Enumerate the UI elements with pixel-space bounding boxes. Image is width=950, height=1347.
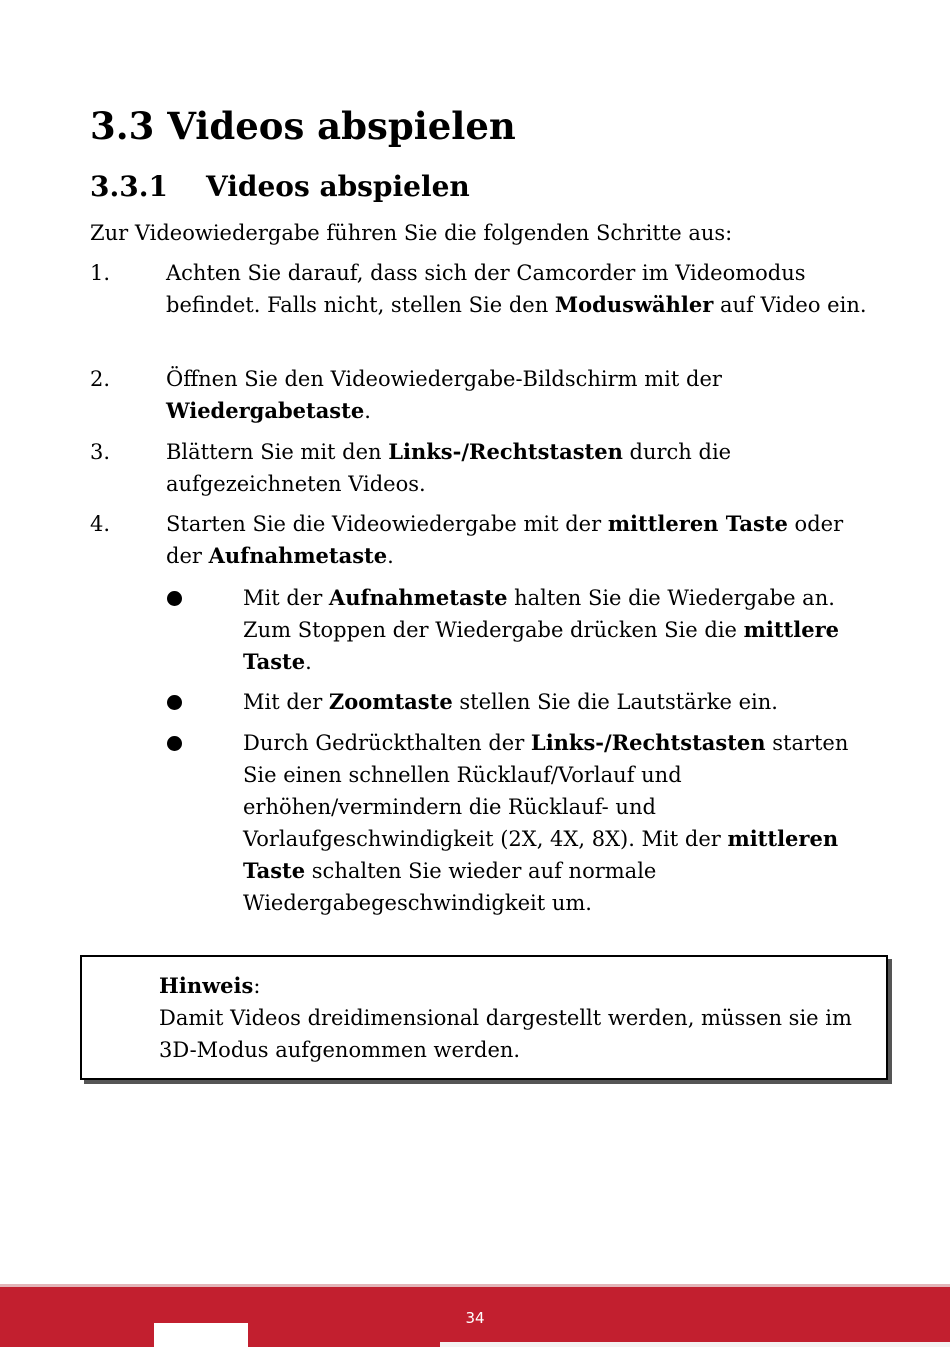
bullet-text: Mit der Zoomtaste stellen Sie die Lautstärke ein. bbox=[243, 689, 778, 714]
key-term: mittleren Taste bbox=[607, 511, 788, 536]
note-box bbox=[80, 955, 888, 1080]
intro-text: Zur Videowiedergabe führen Sie die folgenden Schritte aus: bbox=[90, 221, 733, 245]
step-1 bbox=[90, 257, 870, 321]
footer-decoration bbox=[154, 1323, 248, 1347]
step-number: 2. bbox=[90, 367, 111, 391]
key-term: Aufnahmetaste bbox=[208, 543, 388, 568]
step-number: 3. bbox=[90, 440, 111, 464]
step-4 bbox=[90, 508, 870, 572]
bullet-text: Mit der Aufnahmetaste halten Sie die Wiedergabe an. Zum Stoppen der Wiedergabe drücken Sie die mittlere Taste. bbox=[243, 585, 840, 674]
subsection-title: Videos abspielen bbox=[206, 170, 470, 203]
step-text: Öffnen Sie den Videowiedergabe-Bildschirm mit der Wiedergabetaste. bbox=[166, 367, 722, 423]
key-term: mittleren Taste bbox=[243, 826, 839, 883]
note-text: Damit Videos dreidimensional dargestellt werden, müssen sie im 3D-Modus aufgenommen werden. bbox=[159, 1006, 852, 1062]
step-3 bbox=[90, 436, 870, 500]
page-title: 3.3 Videos abspielen bbox=[90, 104, 516, 148]
step-number: 4. bbox=[90, 512, 111, 536]
bullet-dot-icon bbox=[167, 591, 182, 606]
step-2 bbox=[90, 363, 870, 427]
footer-bar bbox=[0, 1284, 950, 1347]
note-label: Hinweis bbox=[159, 973, 254, 998]
key-term: Links-/Rechtstasten bbox=[388, 439, 623, 464]
subsection-number: 3.3.1 bbox=[90, 170, 168, 203]
bullet-item-2 bbox=[166, 686, 866, 718]
step-text: Starten Sie die Videowiedergabe mit der mittleren Taste oder der Aufnahmetaste. bbox=[166, 511, 844, 568]
footer-strip bbox=[440, 1342, 950, 1347]
key-term: Links-/Rechtstasten bbox=[530, 730, 766, 755]
step-number: 1. bbox=[90, 261, 111, 285]
key-term: mittlere Taste bbox=[243, 617, 840, 674]
bullet-item-1 bbox=[166, 582, 866, 678]
key-term: Moduswähler bbox=[554, 292, 714, 317]
step-text: Blättern Sie mit den Links-/Rechtstasten durch die aufgezeichneten Videos. bbox=[166, 439, 732, 496]
page-number: 34 bbox=[465, 1309, 485, 1327]
bullet-text: Durch Gedrückthalten der Links-/Rechtstasten starten Sie einen schnellen Rücklauf/Vorlauf und erhöhen/vermindern die Rücklauf- und Vorlaufgeschwindigkeit (2X, 4X, 8X). Mit der mittleren Taste schalten Sie wieder auf normale Wiedergabegeschwindigkeit um. bbox=[243, 730, 849, 915]
key-term: Zoomtaste bbox=[328, 689, 453, 714]
key-term: Aufnahmetaste bbox=[328, 585, 508, 610]
note-content bbox=[159, 970, 866, 1066]
bullet-dot-icon bbox=[167, 695, 182, 710]
step-text: Achten Sie darauf, dass sich der Camcorder im Videomodus befindet. Falls nicht, stellen Sie den Moduswähler auf Video ein. bbox=[166, 261, 867, 317]
note-heading: Hinweis: bbox=[159, 973, 261, 998]
bullet-item-3 bbox=[166, 727, 866, 919]
key-term: Wiedergabetaste bbox=[166, 398, 365, 423]
bullet-dot-icon bbox=[167, 736, 182, 751]
